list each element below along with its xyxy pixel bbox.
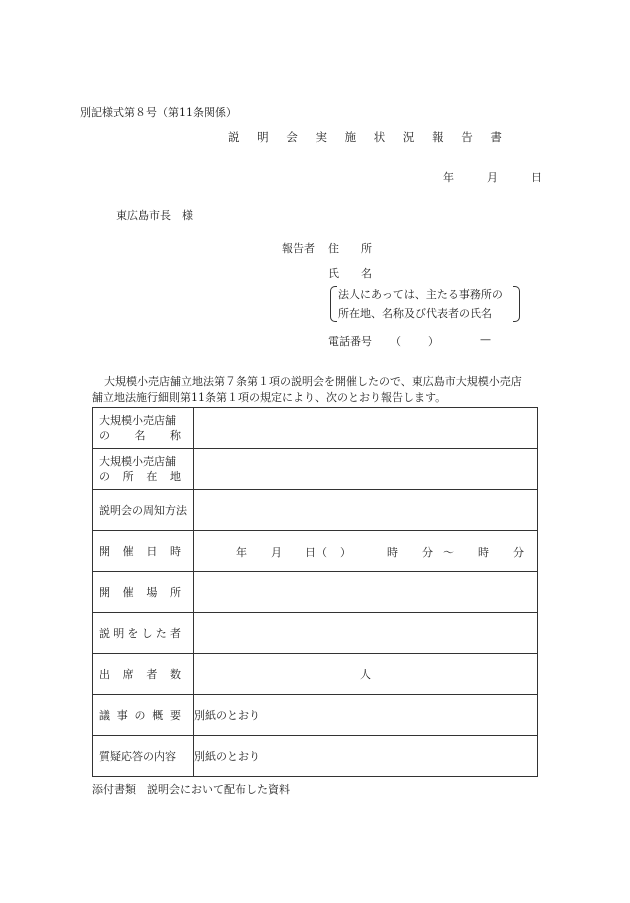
qa-label: 質疑応答の内容 [93, 736, 194, 777]
label-char: 開 [99, 586, 110, 599]
dt-hour2: 時 [478, 546, 489, 559]
label-char: 者 [169, 627, 181, 640]
open-bracket [330, 286, 337, 322]
table-row [93, 531, 538, 572]
report-date [443, 169, 542, 185]
attachment-note: 添付書類 説明会において配布した資料 [92, 783, 290, 796]
label-char: 議 [99, 709, 110, 722]
label-char: 催 [122, 545, 134, 558]
venue-value[interactable] [194, 572, 538, 613]
presenter-label [93, 613, 194, 654]
dt-month: 月 [271, 546, 282, 559]
table-row [93, 613, 538, 654]
label-char: 明 [113, 627, 125, 640]
label-char: 席 [122, 668, 134, 681]
intro-paragraph [92, 374, 522, 406]
label-char: の [99, 470, 110, 483]
table-row [93, 408, 538, 449]
notice-method-label: 説明会の周知方法 [93, 490, 194, 531]
label-char: 出 [99, 668, 110, 681]
close-bracket [513, 286, 520, 322]
meeting-datetime-value[interactable] [194, 531, 538, 572]
summary-label [93, 695, 194, 736]
dt-paren-close: ） [340, 546, 351, 559]
label-char: の [134, 709, 146, 722]
qa-value[interactable]: 別紙のとおり [194, 736, 538, 777]
date-year: 年 [443, 171, 454, 184]
dt-tilde: ～ [443, 546, 454, 559]
attendees-value[interactable]: 人 [194, 654, 538, 695]
table-row [93, 695, 538, 736]
dt-minute2: 分 [513, 546, 524, 559]
label-char: 称 [170, 429, 181, 442]
label-char: 概 [152, 709, 164, 722]
label-char: 在 [146, 470, 158, 483]
label-char: 日 [146, 545, 158, 558]
dt-year: 年 [236, 546, 247, 559]
store-name-label [93, 408, 194, 449]
table-row [93, 449, 538, 490]
notice-method-value[interactable] [194, 490, 538, 531]
label-char: 開 [99, 545, 110, 558]
meeting-datetime-label [93, 531, 194, 572]
form-label: 別記様式第８号（第11条関係） [80, 106, 237, 119]
label-char: 説 [99, 627, 110, 640]
label-char: 所 [169, 586, 181, 599]
store-name-label-a: 大規模小売店舗 [99, 414, 176, 427]
table-row [93, 736, 538, 777]
date-month: 月 [487, 171, 498, 184]
dt-hour: 時 [387, 546, 398, 559]
date-day: 日 [531, 171, 542, 184]
table-row [93, 572, 538, 613]
label-char: し [141, 627, 153, 640]
dt-day: 日（ [305, 546, 327, 559]
venue-label [93, 572, 194, 613]
intro-line-2: 舗立地法施行細則第11条第１項の規定により、次のとおり報告します。 [92, 391, 447, 404]
intro-line-1: 大規模小売店舗立地法第７条第１項の説明会を開催したので、東広島市大規模小売店 [104, 375, 522, 388]
table-row [93, 490, 538, 531]
store-address-label-a: 大規模小売店舗 [99, 455, 176, 468]
reporter-label: 報告者 [282, 242, 315, 255]
label-char: 名 [134, 429, 146, 442]
attendees-label [93, 654, 194, 695]
phone-label: 電話番号 [328, 335, 372, 348]
phone-dash: — [480, 333, 491, 346]
dt-minute: 分 [422, 546, 433, 559]
summary-value[interactable]: 別紙のとおり [194, 695, 538, 736]
corporate-note [330, 286, 520, 322]
phone-close-paren: ） [428, 335, 439, 348]
label-char: の [99, 429, 110, 442]
label-char: 地 [169, 470, 181, 483]
label-char: 事 [116, 709, 128, 722]
label-char: 者 [146, 668, 158, 681]
page-title: 説 明 会 実 施 状 況 報 告 書 [228, 130, 509, 144]
label-char: を [127, 627, 139, 640]
report-table [92, 407, 538, 777]
label-char: た [155, 627, 167, 640]
corporate-note-line1: 法人にあっては、主たる事務所の [338, 288, 503, 301]
presenter-value[interactable] [194, 613, 538, 654]
store-name-value[interactable] [194, 408, 538, 449]
table-row [93, 654, 538, 695]
label-char: 所 [122, 470, 134, 483]
corporate-note-line2: 所在地、名称及び代表者の氏名 [338, 307, 492, 320]
name-label: 氏 名 [328, 267, 372, 280]
label-char: 数 [169, 668, 181, 681]
label-char: 時 [169, 545, 181, 558]
label-char: 要 [170, 709, 181, 722]
address-label: 住 所 [328, 242, 372, 255]
label-char: 催 [122, 586, 134, 599]
phone-open-paren: （ [390, 335, 401, 348]
label-char: 場 [146, 586, 158, 599]
store-address-label [93, 449, 194, 490]
addressee: 東広島市長 様 [116, 209, 193, 222]
store-address-value[interactable] [194, 449, 538, 490]
